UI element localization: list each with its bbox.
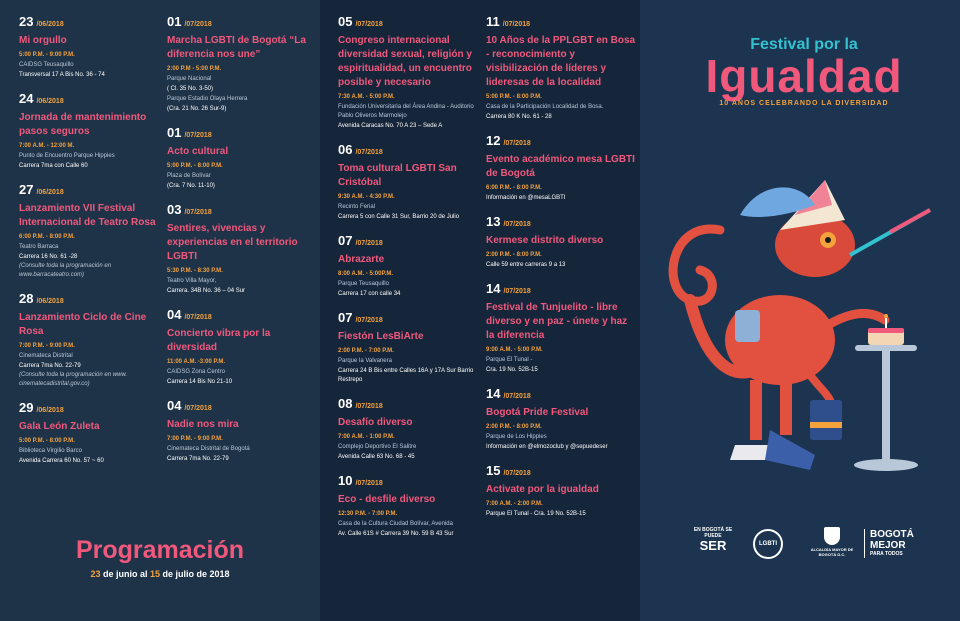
event-day: 23 [19,14,34,29]
event-title: Lanzamiento Ciclo de Cine Rosa [19,312,147,337]
events-column-4 [486,14,636,530]
event-time: 5:00 P.M. - 8:00 P.M. [167,163,223,169]
festival-tagline: 10 AÑOS CELEBRANDO LA DIVERSIDAD [719,100,889,107]
event-address: Carrera 7ma con Calle 60 [19,163,88,169]
event-date [19,291,159,310]
event-address: Carrera 7ma No. 22-79 [167,456,229,462]
event-item [486,214,636,270]
event-day: 15 [486,463,501,478]
event-title: Lanzamiento VII Festival Internacional de Teatro Rosa [19,203,156,228]
logo2-text: LGBTI [753,529,783,559]
logo4-line2: MEJOR [870,540,906,551]
event-title: Gala León Zuleta [19,421,100,432]
event-item [338,310,478,385]
event-item [19,182,159,280]
event-time: 5:00 P.M. - 8:00 P.M. [486,94,542,100]
event-title: Acto cultural [167,146,229,157]
event-title: Bogotá Pride Festival [486,407,589,418]
event-venue: Parque El Tunal - [486,357,533,363]
event-time: 6:00 P.M. - 8:00 P.M. [19,234,75,240]
event-date [486,14,636,33]
event-item [486,14,636,122]
event-title: Jornada de mantenimiento pasos seguros [19,112,147,137]
festival-title-block [676,36,932,107]
event-title: Evento académico mesa LGBTI de Bogotá [486,154,635,179]
event-title: Marcha LGBTI de Bogotá “La diferencia nos une” [167,35,306,60]
event-month: /06/2018 [36,21,64,28]
logo3-text: ALCALDÍA MAYOR DE BOGOTÁ D.C. [810,547,854,557]
event-address: Carrera 16 No. 61 -28 [19,254,78,260]
event-item [167,307,317,387]
programacion-dates [0,569,320,579]
event-title: Congreso internacional diversidad sexual, religión y espiritualidad, un encuentro posible y necesario [338,35,472,88]
festival-subtitle: Festival por la [750,36,858,53]
events-column-1 [19,14,159,477]
event-date [19,91,159,110]
event-address: Avenida Carrera 60 No. 57 ~ 60 [19,458,104,464]
event-venue: Teatro Barraca [19,244,59,250]
start-day: 23 [90,569,101,579]
event-title: Fiestón LesBiArte [338,331,424,342]
sponsor-logos [690,527,930,567]
logo4-line1: BOGOTÁ [870,529,914,540]
event-venue: Casa de la Participación Localidad de Bosa. [486,104,604,110]
event-time: 9:00 A.M. - 5:00 P.M. [486,347,543,353]
event-note: (Consulte toda la programación en www.barracateatro.com) [19,263,112,278]
event-venue: Punto de Encuentro Parque Hippies [19,153,115,159]
event-item [167,202,317,296]
event-address: (Cra. 21 No. 26 Sur-9) [167,106,227,112]
event-date [486,386,636,405]
event-item [19,400,159,466]
event-month: /07/2018 [355,240,383,247]
event-venue: Cinemateca Distrital de Bogotá [167,446,250,452]
event-item [19,291,159,389]
event-venue: Complejo Deportivo El Salitre [338,444,417,450]
event-day: 08 [338,396,353,411]
event-day: 28 [19,291,34,306]
end-text: de julio de 2018 [160,569,230,579]
event-title: Festival de Tunjuelito - libre diverso y en paz - únete y haz la diferencia [486,302,628,341]
event-day: 06 [338,142,353,157]
event-day: 24 [19,91,34,106]
event-month: /07/2018 [503,221,531,228]
event-venue: Fundación Universitaria del Área Andina - Auditorio Pablo Oliveros Marmolejo [338,104,474,119]
event-time: 2:00 P.M. - 8:00 P.M. [486,252,542,258]
event-month: /07/2018 [355,480,383,487]
logo1-top-text: EN BOGOTÁ SE PUEDE [693,527,733,539]
event-month: /07/2018 [502,21,530,28]
event-month: /06/2018 [36,98,64,105]
event-day: 04 [167,307,182,322]
logo1-big-text: SER [699,538,727,553]
event-address: Información en @elmozoclub y @sepuedeser [486,444,608,450]
event-venue: Biblioteca Virgilio Barco [19,448,82,454]
event-day: 13 [486,214,501,229]
event-day: 14 [486,281,501,296]
event-month: /07/2018 [184,314,212,321]
event-item [167,398,317,464]
event-date [486,281,636,300]
event-day: 14 [486,386,501,401]
event-title: Nadie nos mira [167,419,239,430]
event-time: 6:00 P.M. - 8:00 P.M. [486,185,542,191]
event-time: 9:30 A.M. - 4:30 P.M. [338,194,395,200]
event-address: Cra. 19 No. 52B-15 [486,367,538,373]
event-address: Carrera 24 B Bis entre Calles 16A y 17A Sur Barrio Restrepo [338,368,474,383]
event-month: /07/2018 [184,21,212,28]
event-time: 8:00 A.M. - 5:00P.M. [338,271,394,277]
event-venue: Teatro Villa Mayor, [167,278,217,284]
event-item [486,386,636,452]
programacion-block [0,535,320,579]
event-time: 11:00 A.M. -3:00 P.M. [167,359,226,365]
event-item [338,14,478,131]
event-title: Mi orgullo [19,35,67,46]
shield-icon [824,527,840,545]
event-time: 5:00 P.M. - 8:00 P.M. [19,438,75,444]
event-item [338,142,478,222]
event-title: Eco - desfile diverso [338,494,436,505]
event-month: /07/2018 [184,132,212,139]
event-note: (Consulte toda la programación en www. cinematecadistrital.gov.co) [19,372,128,387]
event-time: 7:00 A.M. - 12:00 M. [19,143,75,149]
event-address: Carrera. 34B No. 36 – 04 Sur [167,288,246,294]
event-time: 5:00 P.M. - 9:00 P.M. [19,52,75,58]
festival-title: Igualdad [705,50,903,102]
start-text: de junio al [100,569,150,579]
event-date [486,463,636,482]
event-title: Sentires, vivencias y experiencias en el territorio LGBTI [167,223,298,262]
event-address: Av. Calle 61S # Carrera 39 No. 59 B 43 Sur [338,531,454,537]
event-time: 7:00 A.M. - 1:00 P.M. [338,434,395,440]
event-month: /06/2018 [36,298,64,305]
event-month: /07/2018 [355,403,383,410]
event-title: 10 Años de la PPLGBT en Bosa - reconocimiento y visibilización de líderes y lideresas de la localidad [486,35,636,88]
event-day: 10 [338,473,353,488]
event-item [19,91,159,171]
event-day: 01 [167,125,182,140]
event-address: (Cra. 7 No. 11-10) [167,183,215,189]
event-address: ( Cl. 35 No. 3-50) [167,86,214,92]
event-day: 03 [167,202,182,217]
event-address: Carrera 80 K No. 61 - 28 [486,114,552,120]
event-address: Carrera 5 con Calle 31 Sur, Barrio 20 de Julio [338,214,460,220]
event-title: Activate por la igualdad [486,484,599,495]
event-time: 12:30 P.M. - 7:00 P.M. [338,511,398,517]
event-time: 2:00 P.M. - 8:00 P.M. [486,424,542,430]
end-day: 15 [149,569,160,579]
event-month: /06/2018 [36,189,64,196]
event-day: 27 [19,182,34,197]
event-date [338,14,478,33]
event-address: Transversal 17 A Bis No. 36 - 74 [19,72,105,78]
event-venue: Parque de Los Hippies [486,434,547,440]
logo4-line3: PARA TODOS [870,551,903,557]
event-month: /07/2018 [184,405,212,412]
event-month: /07/2018 [355,317,383,324]
event-item [486,133,636,203]
event-date [167,202,317,221]
event-date [19,182,159,201]
event-date [486,214,636,233]
chameleon-illustration-icon [650,160,950,490]
event-time: 2:00 P.M. - 7:00 P.M. [338,348,394,354]
event-date [167,14,317,33]
event-address: Parque El Tunal - Cra. 19 No. 52B-15 [486,511,586,517]
event-item [486,281,636,375]
event-month: /07/2018 [503,140,531,147]
event-item [338,473,478,539]
event-date [19,14,159,33]
event-venue: Recinto Ferial [338,204,376,210]
event-month: /07/2018 [355,149,383,156]
event-time: 7:00 P.M. - 9:00 P.M. [167,436,223,442]
event-venue: Parque Teusaquillo [338,281,389,287]
event-item [167,125,317,191]
event-time: 7:00 P.M. - 9:00 P.M. [19,343,75,349]
event-address: Avenida Calle 63 No. 68 - 45 [338,454,415,460]
event-address: Carrera 17 con calle 34 [338,291,401,297]
event-day: 05 [338,14,353,29]
event-title: Kermese distrito diverso [486,235,604,246]
event-time: 7:30 A.M. - 5:00 P.M. [338,94,395,100]
event-item [19,14,159,80]
event-day: 29 [19,400,34,415]
event-date [338,310,478,329]
event-time: 5:30 P.M. - 8:30 P.M. [167,268,223,274]
event-address: Información en @mesaLGBTI [486,195,566,201]
event-month: /07/2018 [503,470,531,477]
event-item [486,463,636,519]
event-date [338,473,478,492]
events-column-3 [338,14,478,550]
event-date [486,133,636,152]
event-day: 12 [486,133,501,148]
event-date [338,396,478,415]
event-item [338,233,478,299]
event-address: Calle 59 entre carreras 9 a 13 [486,262,566,268]
event-venue: Parque Nacional [167,76,212,82]
event-month: /07/2018 [355,21,383,28]
en-bogota-se-puede-ser-logo [690,527,736,553]
alcaldia-logo [808,527,856,557]
event-title: Abrazarte [338,254,385,265]
event-item [167,14,317,114]
event-title: Desafío diverso [338,417,413,428]
event-date [338,142,478,161]
event-month: /07/2018 [184,209,212,216]
event-month: /07/2018 [503,288,531,295]
event-title: Concierto vibra por la diversidad [167,328,271,353]
event-venue: Plaza de Bolívar [167,173,211,179]
event-time: 2:00 P.M - 5:00 P.M. [167,66,222,72]
event-address: Carrera 14 Bis No 21-10 [167,379,233,385]
event-day: 07 [338,310,353,325]
event-day: 01 [167,14,182,29]
event-month: /06/2018 [36,407,64,414]
event-venue: Cinemateca Distrital [19,353,73,359]
event-venue: CAIDSG Teusaquillo [19,62,74,68]
event-address: Carrera 7ma No. 22-79 [19,363,81,369]
event-date [19,400,159,419]
event-venue: Parque Estadio Olaya Herrera [167,96,248,102]
event-date [167,398,317,417]
event-item [338,396,478,462]
event-date [338,233,478,252]
event-venue: Casa de la Cultura Ciudad Bolívar, Avenida [338,521,453,527]
event-day: 11 [486,14,500,29]
event-month: /07/2018 [503,393,531,400]
event-day: 07 [338,233,353,248]
programacion-title: Programación [75,536,245,564]
bogota-mejor-para-todos-logo [864,529,930,558]
event-venue: CAIDSG Zona Centro [167,369,226,375]
event-time: 7:00 A.M. - 2:00 P.M. [486,501,543,507]
event-venue: Parque la Valvanera [338,358,392,364]
events-column-2 [167,14,317,475]
lgbti-10-anos-logo [748,529,788,563]
event-date [167,307,317,326]
event-title: Toma cultural LGBTI San Cristóbal [338,163,457,188]
event-date [167,125,317,144]
event-address: Avenida Caracas No. 70 A 23 – Sede A [338,123,443,129]
event-day: 04 [167,398,182,413]
